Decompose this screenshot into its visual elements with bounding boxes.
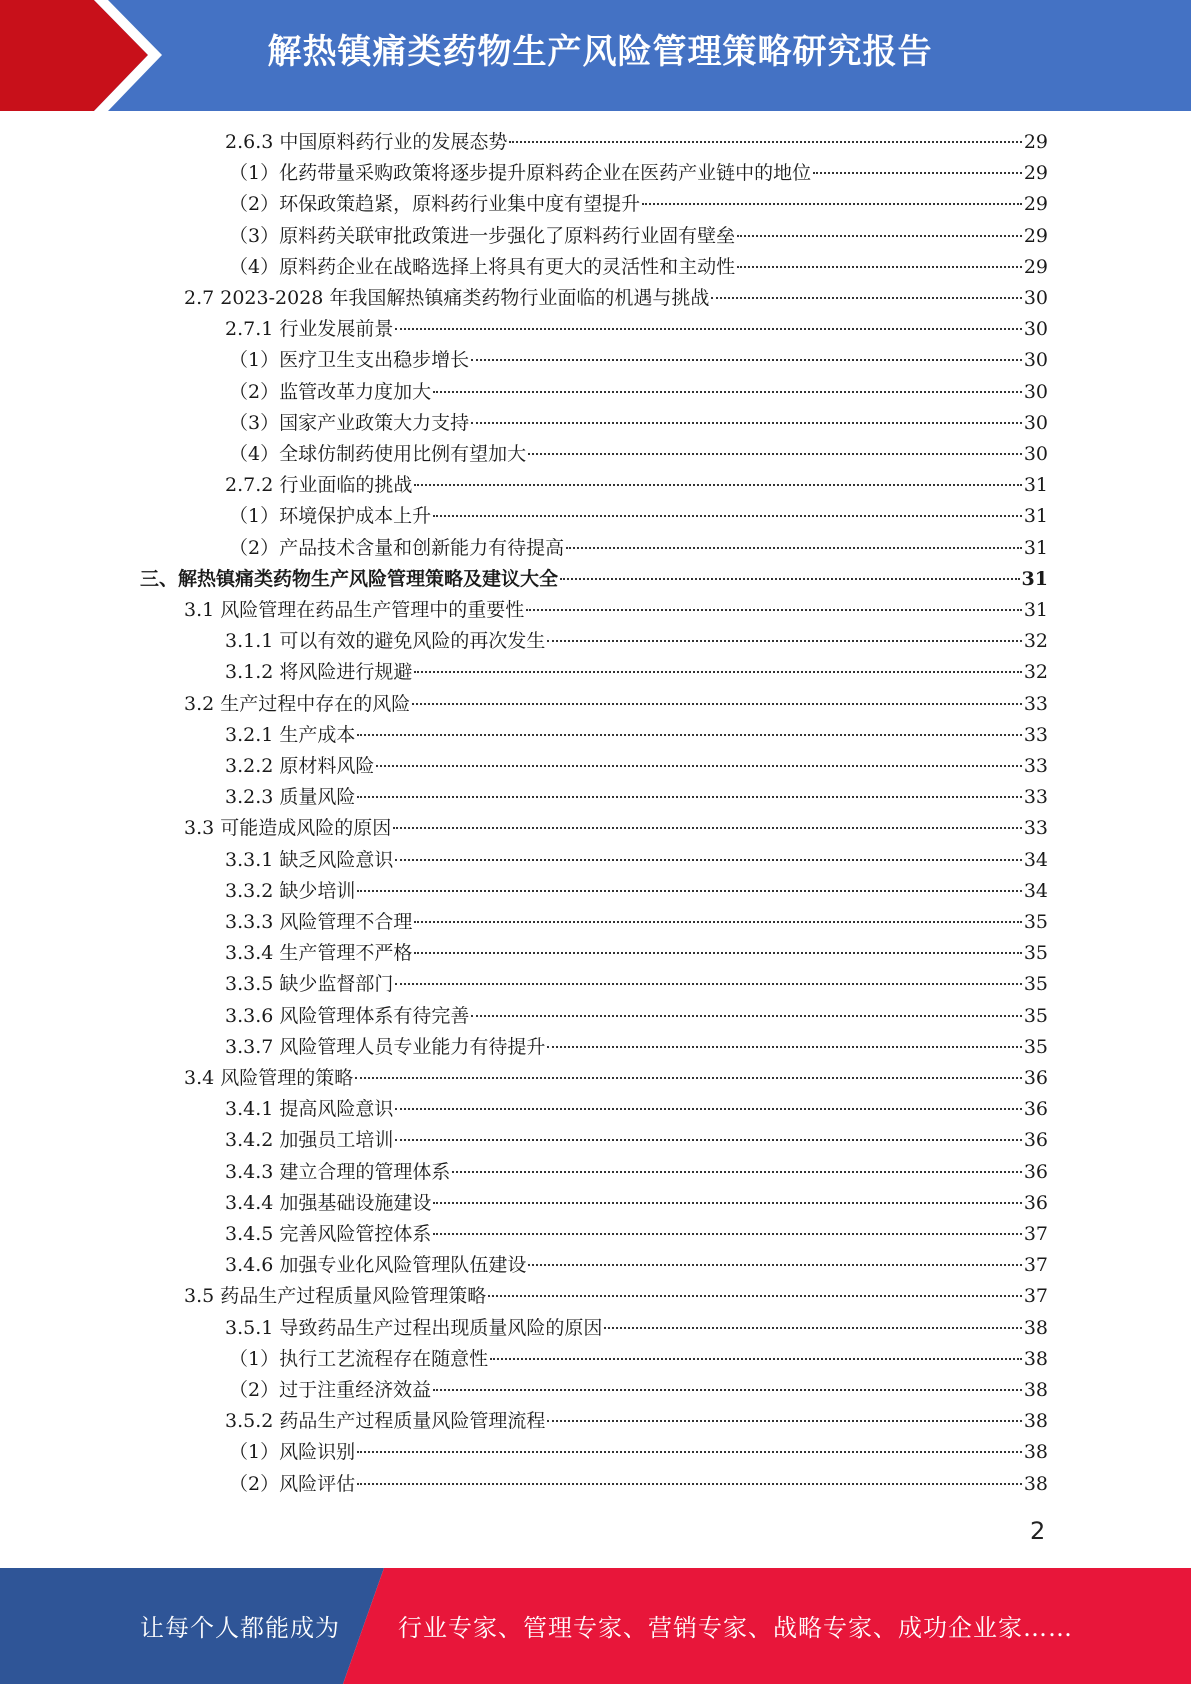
toc-entry-page: 38 bbox=[1023, 1441, 1048, 1464]
toc-entry-title: 3.3.4 生产管理不严格 bbox=[225, 942, 413, 965]
toc-entry-page: 34 bbox=[1023, 879, 1048, 902]
report-header bbox=[0, 0, 1191, 111]
toc-entry-title: （2）监管改革力度加大 bbox=[229, 380, 432, 403]
toc-dot-leader bbox=[357, 890, 1021, 892]
toc-entry-title: 3.4.5 完善风险管控体系 bbox=[225, 1223, 432, 1245]
toc-entry[interactable] bbox=[225, 314, 1048, 345]
toc-entry[interactable] bbox=[225, 1250, 1048, 1281]
toc-dot-leader bbox=[412, 703, 1022, 705]
toc-dot-leader bbox=[528, 1264, 1021, 1266]
toc-entry[interactable] bbox=[225, 127, 1048, 158]
toc-entry[interactable] bbox=[229, 501, 1048, 532]
toc-entry[interactable] bbox=[140, 564, 1048, 595]
toc-entry-page: 30 bbox=[1023, 411, 1048, 434]
toc-dot-leader bbox=[509, 141, 1021, 143]
report-title: 解热镇痛类药物生产风险管理策略研究报告 bbox=[267, 32, 933, 72]
toc-entry-title: （2）环保政策趋紧，原料药行业集中度有望提升 bbox=[229, 193, 641, 216]
toc-entry[interactable] bbox=[225, 1157, 1048, 1188]
toc-entry-title: 3.3 可能造成风险的原因 bbox=[184, 817, 392, 840]
toc-entry-title: 3.2 生产过程中存在的风险 bbox=[184, 692, 411, 715]
toc-dot-leader bbox=[357, 734, 1021, 736]
toc-dot-leader bbox=[395, 859, 1021, 861]
toc-dot-leader bbox=[355, 1077, 1022, 1079]
toc-entry-title: （1）风险识别 bbox=[229, 1441, 356, 1464]
toc-dot-leader bbox=[490, 1358, 1022, 1360]
toc-entry[interactable] bbox=[225, 470, 1048, 501]
toc-entry-page: 33 bbox=[1023, 723, 1048, 746]
toc-entry-page: 31 bbox=[1023, 505, 1048, 528]
toc-entry-title: 3.5.2 药品生产过程质量风险管理流程 bbox=[225, 1410, 546, 1433]
toc-entry-page: 37 bbox=[1023, 1254, 1048, 1277]
toc-entry[interactable] bbox=[225, 1188, 1048, 1219]
toc-entry-page: 29 bbox=[1023, 162, 1048, 185]
toc-entry-title: 3.3.7 风险管理人员专业能力有待提升 bbox=[225, 1035, 546, 1058]
toc-entry-title: 3.5.1 导致药品生产过程出现质量风险的原因 bbox=[225, 1316, 603, 1339]
toc-entry-title: 3.3.1 缺乏风险意识 bbox=[225, 848, 394, 871]
toc-entry[interactable] bbox=[229, 377, 1048, 408]
toc-entry-page: 38 bbox=[1023, 1472, 1048, 1495]
toc-entry-page: 33 bbox=[1023, 755, 1048, 777]
toc-entry-page: 36 bbox=[1023, 1067, 1048, 1089]
report-footer bbox=[0, 1568, 1191, 1684]
toc-dot-leader bbox=[604, 1327, 1021, 1329]
toc-dot-leader bbox=[566, 547, 1022, 549]
toc-entry-page: 36 bbox=[1023, 1129, 1048, 1152]
toc-dot-leader bbox=[711, 297, 1021, 299]
toc-entry[interactable] bbox=[184, 283, 1048, 314]
toc-dot-leader bbox=[395, 1108, 1021, 1110]
toc-entry[interactable] bbox=[229, 1344, 1048, 1375]
toc-entry-page: 33 bbox=[1023, 692, 1048, 715]
toc-entry-page: 31 bbox=[1023, 474, 1048, 497]
toc-entry-title: 2.7.2 行业面临的挑战 bbox=[225, 474, 413, 497]
toc-dot-leader bbox=[471, 359, 1022, 361]
toc-entry-page: 31 bbox=[1021, 567, 1048, 590]
toc-entry-page: 30 bbox=[1023, 380, 1048, 403]
toc-entry-title: 3.2.2 原材料风险 bbox=[225, 755, 375, 777]
toc-entry[interactable] bbox=[225, 1094, 1048, 1125]
toc-dot-leader bbox=[528, 453, 1022, 455]
toc-entry-title: 2.7 2023-2028 年我国解热镇痛类药物行业面临的机遇与挑战 bbox=[184, 287, 710, 309]
toc-entry-title: （2）过于注重经济效益 bbox=[229, 1379, 432, 1401]
toc-dot-leader bbox=[433, 515, 1022, 517]
toc-dot-leader bbox=[547, 1420, 1021, 1422]
toc-entry-title: 3.4.6 加强专业化风险管理队伍建设 bbox=[225, 1254, 527, 1277]
toc-dot-leader bbox=[395, 983, 1021, 985]
toc-entry[interactable] bbox=[225, 845, 1048, 876]
toc-dot-leader bbox=[376, 765, 1021, 767]
toc-entry-page: 32 bbox=[1023, 630, 1048, 653]
toc-entry[interactable] bbox=[229, 221, 1048, 252]
toc-entry-title: 3.3.5 缺少监督部门 bbox=[225, 973, 394, 996]
toc-entry[interactable] bbox=[184, 1063, 1048, 1094]
toc-entry-title: 3.2.1 生产成本 bbox=[225, 723, 356, 746]
toc-dot-leader bbox=[471, 1015, 1021, 1017]
toc-dot-leader bbox=[526, 609, 1022, 611]
toc-entry[interactable] bbox=[229, 252, 1048, 283]
toc-dot-leader bbox=[433, 1202, 1021, 1204]
toc-entry-title: 3.3.3 风险管理不合理 bbox=[225, 911, 413, 933]
toc-dot-leader bbox=[547, 640, 1021, 642]
toc-dot-leader bbox=[393, 827, 1022, 829]
toc-entry-title: 3.4.3 建立合理的管理体系 bbox=[225, 1160, 451, 1183]
toc-dot-leader bbox=[452, 1171, 1021, 1173]
toc-entry[interactable] bbox=[225, 626, 1048, 657]
toc-dot-leader bbox=[357, 1483, 1022, 1485]
toc-entry[interactable] bbox=[225, 720, 1048, 751]
toc-entry-page: 33 bbox=[1023, 786, 1048, 809]
toc-entry[interactable] bbox=[229, 1469, 1048, 1500]
toc-entry-page: 33 bbox=[1023, 817, 1048, 840]
toc-entry[interactable] bbox=[225, 751, 1048, 782]
toc-entry-title: （2）产品技术含量和创新能力有待提高 bbox=[229, 536, 565, 559]
toc-entry-title: 3.3.2 缺少培训 bbox=[225, 879, 356, 902]
toc-dot-leader bbox=[560, 578, 1020, 580]
toc-entry-title: （3）国家产业政策大力支持 bbox=[229, 411, 470, 434]
toc-entry-page: 35 bbox=[1023, 973, 1048, 996]
toc-entry-title: 3.1 风险管理在药品生产管理中的重要性 bbox=[184, 599, 525, 621]
toc-entry-title: （4）全球仿制药使用比例有望加大 bbox=[229, 443, 527, 465]
toc-dot-leader bbox=[547, 1046, 1021, 1048]
toc-entry-title: （2）风险评估 bbox=[229, 1472, 356, 1495]
toc-entry-title: （3）原料药关联审批政策进一步强化了原料药行业固有壁垒 bbox=[229, 224, 736, 247]
toc-entry-page: 35 bbox=[1023, 942, 1048, 965]
toc-entry-title: 2.6.3 中国原料药行业的发展态势 bbox=[225, 131, 508, 153]
toc-entry-page: 34 bbox=[1023, 848, 1048, 871]
toc-entry-page: 36 bbox=[1023, 1191, 1048, 1214]
toc-entry-title: （1）化药带量采购政策将逐步提升原料药企业在医药产业链中的地位 bbox=[229, 162, 812, 185]
toc-entry-page: 31 bbox=[1023, 536, 1048, 559]
toc-entry[interactable] bbox=[229, 1375, 1048, 1406]
toc-entry[interactable] bbox=[225, 1001, 1048, 1032]
toc-entry[interactable] bbox=[229, 189, 1048, 220]
toc-dot-leader bbox=[395, 1139, 1021, 1141]
toc-entry-title: 3.4.2 加强员工培训 bbox=[225, 1129, 394, 1152]
toc-entry-page: 30 bbox=[1023, 349, 1048, 372]
toc-dot-leader bbox=[414, 921, 1021, 923]
toc-entry[interactable] bbox=[225, 876, 1048, 907]
footer-slogan-left: 让每个人都能成为 bbox=[140, 1614, 340, 1642]
toc-entry-title: 3.5 药品生产过程质量风险管理策略 bbox=[184, 1285, 487, 1308]
toc-entry[interactable] bbox=[225, 1406, 1048, 1437]
toc-entry[interactable] bbox=[184, 813, 1048, 844]
toc-dot-leader bbox=[813, 172, 1022, 174]
toc-entry[interactable] bbox=[229, 158, 1048, 189]
toc-entry[interactable] bbox=[229, 439, 1048, 470]
toc-entry-page: 38 bbox=[1023, 1316, 1048, 1339]
toc-entry[interactable] bbox=[225, 657, 1048, 688]
toc-entry-title: 3.4 风险管理的策略 bbox=[184, 1067, 354, 1089]
page-number: 2 bbox=[1030, 1517, 1046, 1545]
toc-entry-page: 29 bbox=[1023, 255, 1048, 278]
toc-entry-title: 3.1.1 可以有效的避免风险的再次发生 bbox=[225, 630, 546, 653]
toc-entry-title: 3.4.1 提高风险意识 bbox=[225, 1098, 394, 1121]
toc-dot-leader bbox=[471, 422, 1022, 424]
toc-entry-page: 37 bbox=[1023, 1285, 1048, 1308]
toc-entry-page: 36 bbox=[1023, 1160, 1048, 1183]
toc-entry-page: 29 bbox=[1023, 193, 1048, 216]
toc-entry-page: 31 bbox=[1023, 599, 1048, 621]
toc-entry[interactable] bbox=[225, 938, 1048, 969]
toc-entry[interactable] bbox=[229, 345, 1048, 376]
toc-entry-page: 36 bbox=[1023, 1098, 1048, 1121]
toc-entry[interactable] bbox=[225, 1125, 1048, 1156]
toc-entry-page: 37 bbox=[1023, 1223, 1048, 1245]
toc-entry-title: 三、解热镇痛类药物生产风险管理策略及建议大全 bbox=[140, 567, 559, 590]
toc-entry[interactable] bbox=[225, 907, 1048, 938]
toc-entry[interactable] bbox=[225, 1032, 1048, 1063]
toc-entry[interactable] bbox=[229, 1437, 1048, 1468]
toc-entry-page: 38 bbox=[1023, 1379, 1048, 1401]
toc-dot-leader bbox=[488, 1295, 1022, 1297]
toc-entry[interactable] bbox=[229, 408, 1048, 439]
toc-entry[interactable] bbox=[184, 1281, 1048, 1312]
toc-entry[interactable] bbox=[225, 1313, 1048, 1344]
toc-entry-title: （1）执行工艺流程存在随意性 bbox=[229, 1347, 489, 1370]
toc-entry[interactable] bbox=[225, 782, 1048, 813]
toc-entry-title: 3.3.6 风险管理体系有待完善 bbox=[225, 1004, 470, 1027]
toc-entry-page: 29 bbox=[1023, 224, 1048, 247]
toc-entry-page: 32 bbox=[1023, 661, 1048, 684]
toc-entry-page: 29 bbox=[1023, 131, 1048, 153]
toc-entry-page: 30 bbox=[1023, 318, 1048, 341]
toc-dot-leader bbox=[357, 1451, 1022, 1453]
toc-entry-title: （1）环境保护成本上升 bbox=[229, 505, 432, 528]
toc-dot-leader bbox=[433, 1233, 1021, 1235]
footer-slogan-right: 行业专家、管理专家、营销专家、战略专家、成功企业家…… bbox=[398, 1614, 1073, 1642]
toc-entry-title: （1）医疗卫生支出稳步增长 bbox=[229, 349, 470, 372]
toc-entry-title: 3.1.2 将风险进行规避 bbox=[225, 661, 413, 684]
toc-dot-leader bbox=[414, 952, 1021, 954]
toc-dot-leader bbox=[414, 484, 1021, 486]
toc-entry-title: 3.2.3 质量风险 bbox=[225, 786, 356, 809]
toc-entry-title: 2.7.1 行业发展前景 bbox=[225, 318, 394, 341]
toc-entry[interactable] bbox=[225, 969, 1048, 1000]
toc-dot-leader bbox=[395, 328, 1021, 330]
toc-entry-page: 38 bbox=[1023, 1347, 1048, 1370]
toc-entry[interactable] bbox=[229, 533, 1048, 564]
toc-dot-leader bbox=[433, 1389, 1022, 1391]
toc-dot-leader bbox=[642, 203, 1022, 205]
toc-entry-page: 35 bbox=[1023, 1035, 1048, 1058]
toc-entry[interactable] bbox=[184, 595, 1048, 626]
toc-entry-page: 38 bbox=[1023, 1410, 1048, 1433]
toc-entry-page: 35 bbox=[1023, 1004, 1048, 1027]
toc-dot-leader bbox=[737, 235, 1022, 237]
toc-entry-title: 3.4.4 加强基础设施建设 bbox=[225, 1191, 432, 1214]
toc-entry-page: 30 bbox=[1023, 443, 1048, 465]
toc-dot-leader bbox=[433, 391, 1022, 393]
toc-entry-page: 30 bbox=[1023, 287, 1048, 309]
toc-entry[interactable] bbox=[225, 1219, 1048, 1250]
toc-dot-leader bbox=[357, 796, 1021, 798]
toc-entry-page: 35 bbox=[1023, 911, 1048, 933]
toc-entry-title: （4）原料药企业在战略选择上将具有更大的灵活性和主动性 bbox=[229, 255, 736, 278]
toc-entry[interactable] bbox=[184, 689, 1048, 720]
toc-dot-leader bbox=[737, 266, 1022, 268]
toc-dot-leader bbox=[414, 671, 1021, 673]
